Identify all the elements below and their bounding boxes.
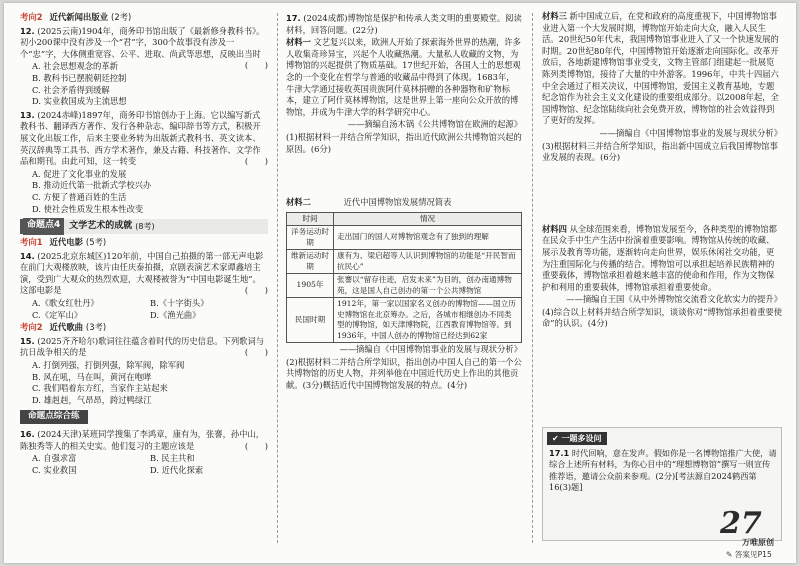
options-row [20,453,268,465]
page-number: 27 [720,506,762,541]
option-d: D. 实业救国成为主流思想 [32,96,127,107]
column-divider [532,13,533,543]
option-a: A. 打倒列强，打倒列强，除军阀，除军阀 [32,360,185,371]
answer-blank: ( ) [244,60,268,71]
topic-count: (5考) [85,237,107,248]
right-column [542,11,782,330]
table-header-row [287,212,522,226]
sub-question: (4)综合以上材料并结合所学知识，谈谈你对“博物馆承担着重要使命”的认识。(4分) [542,306,783,329]
answer-blank: ( ) [244,285,268,296]
material-1 [286,37,522,118]
exam-page [4,3,796,563]
column-header: 情况 [334,212,522,226]
option-a: A.《歌女红牡丹》 [32,298,99,309]
answer-blank: ( ) [244,347,268,358]
topic-tag: 考向2 [20,322,43,333]
material-label: 材料三 [542,11,567,21]
topic-tag: 考向2 [20,12,43,22]
option-c: C.《定军山》 [32,309,83,320]
question-14 [20,251,268,297]
source-citation: ——摘编自《中国博物馆事业的发展与现状分析》 [599,127,782,138]
question-number: 16. [20,429,35,439]
option-b: B. 推动近代第一批新式学校兴办 [32,180,152,191]
column-header: 时间 [287,212,334,226]
question-number: 14. [20,250,35,261]
brand-mark: 万唯原创 [742,538,774,547]
question-number: 17. [286,13,301,23]
option-c: C. 实业救国 [32,464,77,475]
option-a: A. 社会思想观念的革新 [32,61,118,72]
table-row [287,274,522,298]
comprehensive-banner: 命题点综合练 [20,410,88,424]
option-d: D.《渔光曲》 [150,309,201,320]
source-citation: ——摘编自王国《从中外博物馆交流看文化软实力的提升》 [566,294,782,305]
table-row [287,250,522,274]
question-number: 12. [20,25,35,36]
section-tag: 命题点4 [23,218,64,235]
options-row [20,298,268,310]
topic-count: (2考) [111,12,132,22]
question-text: (2024天津)某班同学搜集了李鸿章，康有为，张謇，孙中山，陈独秀等人的相关史实。他们复习的主题应该是 [20,429,265,451]
section-title: 文学艺术的成就 [69,220,133,231]
option-b: B. 风在吼，马在叫，黄河在咆哮 [32,371,152,382]
material-text: 文艺复兴以来，欧洲人开始了探索海外世界的热潮，许多人收集奇珍异宝，兴起个人收藏热潮。大量私人收藏的文物，为博物馆的兴起提供了物质基础。17世纪开始，各国人士的思想观念的一个变化在哲学与普通的收藏品中得到了体现。1683年，牛津大学通过接收英国贵族阿什莫林捐赠的各种器物和矿物标本，建立了阿什莫林博物馆，这是世界上第一座向公众开放的博物馆，并成为牛津大学的科学研究中心。 [286,37,521,117]
topic-name: 近代歌曲 [49,322,83,333]
question-text: 时代回响，意在发声。假如你是一名博物馆推广大使，请综合上述所有材料，为你心目中的“理想博物馆”撰写一则宣传推荐语，邀请公众前来参观。(2分)[考法源自2024鹤西第16(3)题] [549,448,777,493]
topic-count: (3考) [85,322,107,333]
answer-blank: ( ) [244,440,268,451]
option-d: D. 雄赳赳，气昂昂，跨过鸭绿江 [32,394,152,405]
check-icon: ✔ [552,434,559,443]
topic-heading [20,12,268,24]
question-text: (2024赤峰)1897年，商务印书馆创办于上海。它以编写新式教科书、翻译西方著作、发行各种杂志、编印辞书等方式，积极开展文化出版工作，后来主要业务转为出版新式教科书、英文读本、英汉辞典等工具书、西方学术著作，兼及古籍、科技著作、文学作品和期刊。由此可知，这一转变 [20,109,261,167]
table-cell: 1912年，第一家以国家名义创办的博物馆——国立历史博物馆在北京筹办。之后，各城市相继创办不同类型的博物馆，如天津博物院，江西教育博物馆等。到1936年，中国人创办的博物馆已经达到62家 [334,298,522,343]
sub-question: (3)根据材料三并结合所学知识，指出新中国成立后我国博物馆事业发展的表现。(6分) [542,140,778,163]
question-15 [20,336,268,359]
table-cell: 康有为、梁启超等人认识到博物馆的功能是“开民智而抗民心” [334,250,522,274]
sub-question: (1)根据材料一并结合所学知识，指出近代欧洲公共博物馆兴起的原因。(6分) [286,131,522,154]
source-citation: ——摘编自汤木锅《公共博物馆在欧洲的起源》 [347,119,522,130]
option-b: B. 教科书已摆脱朝廷控制 [32,72,127,83]
option-d: D. 近代化探索 [150,464,204,475]
question-number: 13. [20,109,35,120]
options-row [20,465,268,477]
topic-name: 近代电影 [49,237,83,248]
table-cell: 1905年 [287,274,334,298]
table-cell: 张謇以“留存往迹，启发未来”为目的，创办南通博物苑，这是国人自己创办的第一个公共博物馆 [334,274,522,298]
card-header [547,432,607,445]
option-a: A. 促进了文化事业的发展 [32,168,127,179]
material-label: 材料四 [542,223,567,234]
option-c: C. 社会矛盾得到缓解 [32,84,110,95]
answer-reference-text: 答案见P15 [734,550,772,559]
option-b: B. 民主共和 [150,453,195,464]
question-text: (2025云南)1904年，商务印书馆出版了《最新修身教科书》。初小200课中没有涉及一个“君”字，300个故事没有涉及一个“忠”字，大体侧重宽容、公平、进取、尚武等思想，反映出当时 [20,25,265,59]
option-c: C. 方便了普通百姓的生活 [32,191,127,202]
option-a: A. 自强求富 [32,453,77,464]
column-divider [277,13,278,543]
options-row [20,310,268,322]
option-d: D. 使社会性质发生根本性改变 [32,203,144,214]
question-13 [20,110,268,168]
table-row [287,226,522,250]
question-text: (2025齐齐哈尔)歌词往往蕴含着时代的历史信息。下列歌词与抗日战争相关的是 [20,335,265,358]
answer-space [286,155,522,197]
question-number: 17.1 [549,448,570,458]
answer-blank: ( ) [244,156,268,167]
material-label: 材料二 [286,197,311,208]
material-label: 材料一 [286,37,311,48]
table-cell: 维新运动时期 [287,250,334,274]
section-banner [20,219,268,234]
table-row [287,298,522,343]
question-number: 15. [20,335,35,346]
question-17 [286,13,522,36]
source-citation: ——摘编自《中国博物馆事业的发展与现状分析》 [339,344,522,355]
topic-tag: 考向1 [20,237,43,248]
table-cell: 洋务运动时期 [287,226,334,250]
topic-heading [20,237,268,249]
section-count: (8考) [135,221,155,231]
pencil-icon: ✎ [726,550,733,559]
material-4 [542,224,782,294]
topic-name: 近代新闻出版业 [49,12,109,22]
material-text: 新中国成立后，在党和政府的高度重视下，中国博物馆事业进入第一个大发展时期，博物馆开始走向大众，融入人民生活。20世纪50年代末，我国博物馆事业进入了又一个快速发展的时期。20世纪80年代，中国博物馆开始逐渐走向国际化。改革开放后，各地新建博物馆事业受支，文物主管部门组建起一批展览陈列类博物馆，接待了大量的中外游客。1996年，中共十四届六中全会通过了相关决议，中国博物馆，爱国主义教育基地，专题纪念馆作为社会主义文化建设的重要组成部分。以2008年起，全国博物馆、纪念馆陆续向社会免费开放，博物馆的社会效益得到了更好的发挥。 [542,11,779,126]
question-text: (2024成都)博物馆是保护和传承人类文明的重要殿堂。阅读材料，回答问题。(22分) [286,13,522,35]
material-text: 从全球范围来看，博物馆发展至今，各种类型的博物馆都在民众手中生产生活中扮演着重要影响。博物馆从传统的收藏、展示及教育等功能，逐渐转向走向世界，娱乐休闲社交功能，更为注重国际化与传播的结合。博物馆可以承担起培养民族精神的重要载体，博物馆承担着越来越丰富的使命和作用，作为文物保护和利用的重要载体，博物馆承担着重要使命。 [542,223,777,292]
table-cell: 民国时期 [287,298,334,343]
topic-heading [20,322,268,334]
history-table [286,212,522,344]
question-text: (2025北京东城区)120年前，中国自己拍摄的第一部无声电影在前门大观楼放映，该片由任庆泰拍摄，京剧表演艺术家谭鑫培主演，受到广大观众的热烈欢迎，大观楼被誉为“中国电影诞生地”。这部电影是 [20,250,264,296]
left-column [20,11,268,476]
answer-reference [726,549,772,560]
middle-column [286,11,522,392]
table-cell: 走出国门的国人对博物馆观念有了独到的理解 [334,226,522,250]
answer-space [542,164,782,224]
material-3 [542,11,782,127]
question-16 [20,429,268,452]
card-body [549,448,777,494]
option-c: C. 我们唱着东方红，当家作主站起来 [32,383,168,394]
card-title: 一题多设问 [561,434,602,443]
table-title: 近代中国博物馆发展情况简表 [343,197,452,208]
option-b: B.《十字街头》 [150,298,209,309]
sub-question: (2)根据材料二并结合所学知识，指出创办中国人自己的第一个公共博物馆的历史人物，并列举他在中国近代历史上作出的其他贡献。(3分)概括近代中国博物馆发展的特点。(4分) [286,356,522,390]
material-2 [286,197,522,209]
